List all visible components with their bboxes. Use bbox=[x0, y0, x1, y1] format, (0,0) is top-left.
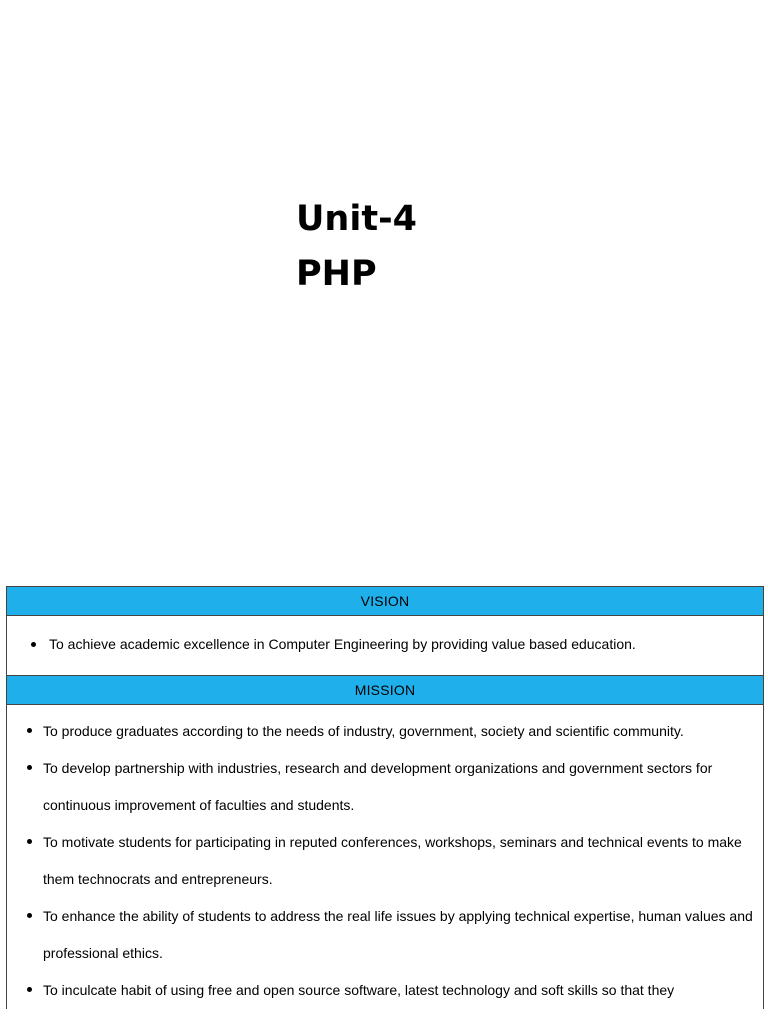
mission-item bbox=[7, 898, 763, 972]
bullet-dot-icon bbox=[27, 839, 32, 844]
vision-list bbox=[7, 634, 763, 654]
unit-title: Unit-4 bbox=[296, 199, 417, 239]
bullet-dot-icon bbox=[27, 913, 32, 918]
mission-item-text: To enhance the ability of students to address the real life issues by applying technical expertise, human values and professional ethics. bbox=[43, 908, 753, 961]
mission-item-text: To inculcate habit of using free and open source software, latest technology and soft skills so that they bbox=[43, 982, 675, 998]
vision-item bbox=[7, 634, 763, 654]
mission-item-text: To produce graduates according to the needs of industry, government, society and scientific community. bbox=[43, 723, 684, 739]
mission-item bbox=[7, 972, 763, 1009]
vision-body bbox=[7, 616, 763, 676]
mission-item bbox=[7, 824, 763, 898]
mission-item bbox=[7, 713, 763, 750]
mission-body bbox=[7, 705, 763, 1009]
vision-item-text: To achieve academic excellence in Computer Engineering by providing value based education. bbox=[49, 636, 636, 652]
mission-item-text: To develop partnership with industries, research and development organizations and government sectors for continuous improvement of faculties and students. bbox=[43, 760, 713, 813]
bullet-dot-icon bbox=[27, 765, 32, 770]
vision-mission-table bbox=[6, 586, 764, 1009]
subject-title: PHP bbox=[296, 254, 377, 294]
bullet-dot-icon bbox=[31, 642, 36, 647]
mission-item-text: To motivate students for participating in reputed conferences, workshops, seminars and technical events to make them technocrats and entrepreneurs. bbox=[43, 834, 742, 887]
mission-list bbox=[7, 713, 763, 1009]
bullet-dot-icon bbox=[27, 728, 32, 733]
mission-header: MISSION bbox=[7, 676, 763, 705]
vision-header: VISION bbox=[7, 587, 763, 616]
mission-item bbox=[7, 750, 763, 824]
slide-title bbox=[296, 192, 417, 302]
bullet-dot-icon bbox=[27, 987, 32, 992]
